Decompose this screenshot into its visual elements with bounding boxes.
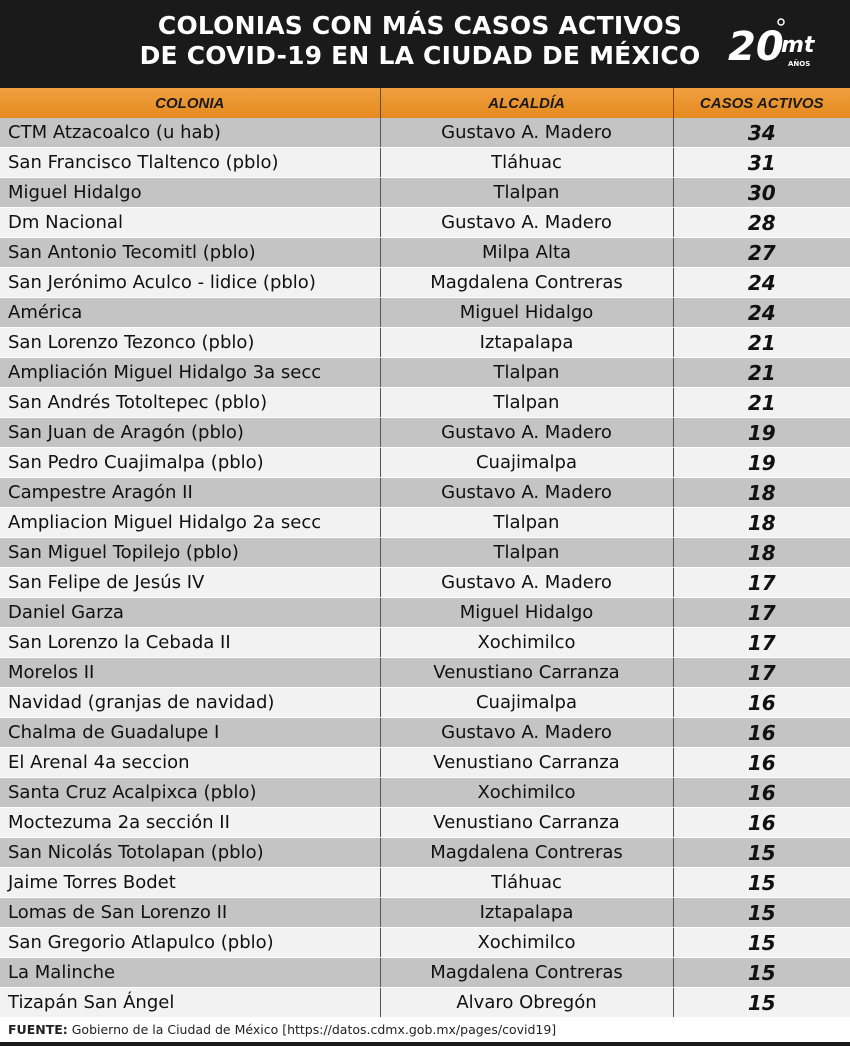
cell-colonia: Daniel Garza <box>0 598 380 628</box>
cell-casos-activos: 18 <box>673 538 850 568</box>
cell-casos-activos: 34 <box>673 118 850 148</box>
table-row <box>0 238 850 268</box>
cell-colonia: San Gregorio Atlapulco (pblo) <box>0 928 380 958</box>
cell-alcaldia: Tlalpan <box>380 358 673 388</box>
brand-logo <box>728 16 824 72</box>
table-row <box>0 718 850 748</box>
cell-casos-activos: 31 <box>673 148 850 178</box>
cell-casos-activos: 15 <box>673 958 850 988</box>
cell-alcaldia: Gustavo A. Madero <box>380 208 673 238</box>
cell-casos-activos: 30 <box>673 178 850 208</box>
table-row <box>0 568 850 598</box>
table-row <box>0 508 850 538</box>
table-row <box>0 358 850 388</box>
title-line-1: COLONIAS CON MÁS CASOS ACTIVOS <box>157 11 683 40</box>
table-row <box>0 748 850 778</box>
table-row <box>0 538 850 568</box>
table-row <box>0 478 850 508</box>
cell-colonia: El Arenal 4a seccion <box>0 748 380 778</box>
cell-colonia: San Pedro Cuajimalpa (pblo) <box>0 448 380 478</box>
cell-colonia: San Lorenzo la Cebada II <box>0 628 380 658</box>
cell-alcaldia: Iztapalapa <box>380 328 673 358</box>
cell-casos-activos: 16 <box>673 778 850 808</box>
table-row <box>0 658 850 688</box>
header-casos-activos: CASOS ACTIVOS <box>673 88 850 118</box>
cell-alcaldia: Tláhuac <box>380 148 673 178</box>
header-banner <box>0 0 850 88</box>
table-row <box>0 118 850 148</box>
cell-casos-activos: 15 <box>673 838 850 868</box>
cell-alcaldia: Gustavo A. Madero <box>380 478 673 508</box>
cell-colonia: Jaime Torres Bodet <box>0 868 380 898</box>
cell-colonia: CTM Atzacoalco (u hab) <box>0 118 380 148</box>
cell-alcaldia: Iztapalapa <box>380 898 673 928</box>
table-row <box>0 448 850 478</box>
table-row <box>0 178 850 208</box>
cell-alcaldia: Xochimilco <box>380 778 673 808</box>
cell-casos-activos: 19 <box>673 448 850 478</box>
cell-colonia: Ampliación Miguel Hidalgo 3a secc <box>0 358 380 388</box>
cell-alcaldia: Xochimilco <box>380 928 673 958</box>
cell-colonia: Lomas de San Lorenzo II <box>0 898 380 928</box>
cell-casos-activos: 28 <box>673 208 850 238</box>
table-row <box>0 418 850 448</box>
cell-alcaldia: Gustavo A. Madero <box>380 718 673 748</box>
header-colonia: COLONIA <box>0 88 380 118</box>
cell-alcaldia: Tlalpan <box>380 508 673 538</box>
table-row <box>0 988 850 1018</box>
cell-colonia: América <box>0 298 380 328</box>
cell-alcaldia: Tlalpan <box>380 178 673 208</box>
cell-alcaldia: Milpa Alta <box>380 238 673 268</box>
cell-colonia: San Miguel Topilejo (pblo) <box>0 538 380 568</box>
cell-casos-activos: 21 <box>673 328 850 358</box>
table-row <box>0 688 850 718</box>
cell-alcaldia: Tlalpan <box>380 538 673 568</box>
logo-brand: mt <box>781 33 815 58</box>
cell-colonia: Chalma de Guadalupe I <box>0 718 380 748</box>
cell-colonia: Campestre Aragón II <box>0 478 380 508</box>
cell-casos-activos: 21 <box>673 388 850 418</box>
cell-casos-activos: 16 <box>673 808 850 838</box>
table-row <box>0 628 850 658</box>
cell-alcaldia: Xochimilco <box>380 628 673 658</box>
cell-casos-activos: 21 <box>673 358 850 388</box>
cell-casos-activos: 15 <box>673 928 850 958</box>
table-body <box>0 118 850 1018</box>
cell-colonia: San Antonio Tecomitl (pblo) <box>0 238 380 268</box>
cell-colonia: San Francisco Tlaltenco (pblo) <box>0 148 380 178</box>
cell-alcaldia: Miguel Hidalgo <box>380 298 673 328</box>
cell-alcaldia: Magdalena Contreras <box>380 958 673 988</box>
cell-casos-activos: 17 <box>673 658 850 688</box>
source-footer <box>0 1018 850 1042</box>
cell-alcaldia: Gustavo A. Madero <box>380 568 673 598</box>
cell-casos-activos: 15 <box>673 868 850 898</box>
cell-casos-activos: 17 <box>673 598 850 628</box>
cell-casos-activos: 17 <box>673 568 850 598</box>
bottom-bar <box>0 1042 850 1046</box>
cell-casos-activos: 15 <box>673 988 850 1018</box>
cell-alcaldia: Magdalena Contreras <box>380 268 673 298</box>
table-row <box>0 388 850 418</box>
cell-alcaldia: Cuajimalpa <box>380 448 673 478</box>
cell-alcaldia: Tláhuac <box>380 868 673 898</box>
cell-casos-activos: 19 <box>673 418 850 448</box>
table-row <box>0 148 850 178</box>
table-header-row <box>0 88 850 118</box>
cases-table <box>0 88 850 1018</box>
table-row <box>0 898 850 928</box>
cell-colonia: San Jerónimo Aculco - lidice (pblo) <box>0 268 380 298</box>
table-row <box>0 928 850 958</box>
cell-casos-activos: 18 <box>673 508 850 538</box>
table-row <box>0 868 850 898</box>
logo-number: 20 <box>728 24 784 70</box>
cell-alcaldia: Venustiano Carranza <box>380 808 673 838</box>
page-title <box>0 11 850 71</box>
table-row <box>0 598 850 628</box>
cell-casos-activos: 18 <box>673 478 850 508</box>
cell-colonia: Santa Cruz Acalpixca (pblo) <box>0 778 380 808</box>
cell-colonia: Ampliacion Miguel Hidalgo 2a secc <box>0 508 380 538</box>
cell-casos-activos: 16 <box>673 748 850 778</box>
table-row <box>0 958 850 988</box>
cell-colonia: Moctezuma 2a sección II <box>0 808 380 838</box>
cell-alcaldia: Alvaro Obregón <box>380 988 673 1018</box>
table-row <box>0 838 850 868</box>
cell-alcaldia: Gustavo A. Madero <box>380 118 673 148</box>
cell-alcaldia: Venustiano Carranza <box>380 748 673 778</box>
cell-alcaldia: Tlalpan <box>380 388 673 418</box>
cell-colonia: San Nicolás Totolapan (pblo) <box>0 838 380 868</box>
cell-alcaldia: Miguel Hidalgo <box>380 598 673 628</box>
cell-colonia: Tizapán San Ángel <box>0 988 380 1018</box>
cell-casos-activos: 24 <box>673 298 850 328</box>
table-row <box>0 208 850 238</box>
footer-label: FUENTE: <box>8 1022 68 1037</box>
title-line-2: DE COVID-19 EN LA CIUDAD DE MÉXICO <box>139 41 701 70</box>
cell-casos-activos: 24 <box>673 268 850 298</box>
cell-casos-activos: 16 <box>673 688 850 718</box>
cell-alcaldia: Magdalena Contreras <box>380 838 673 868</box>
cell-colonia: Dm Nacional <box>0 208 380 238</box>
cell-casos-activos: 16 <box>673 718 850 748</box>
cell-colonia: San Felipe de Jesús IV <box>0 568 380 598</box>
table-row <box>0 298 850 328</box>
logo-sub: AÑOS <box>788 60 811 68</box>
cell-colonia: San Juan de Aragón (pblo) <box>0 418 380 448</box>
cell-colonia: Navidad (granjas de navidad) <box>0 688 380 718</box>
cell-casos-activos: 15 <box>673 898 850 928</box>
cell-colonia: La Malinche <box>0 958 380 988</box>
table-row <box>0 778 850 808</box>
cell-alcaldia: Venustiano Carranza <box>380 658 673 688</box>
table-row <box>0 328 850 358</box>
cell-colonia: San Lorenzo Tezonco (pblo) <box>0 328 380 358</box>
cell-alcaldia: Gustavo A. Madero <box>380 418 673 448</box>
cell-casos-activos: 17 <box>673 628 850 658</box>
cell-alcaldia: Cuajimalpa <box>380 688 673 718</box>
cell-colonia: Morelos II <box>0 658 380 688</box>
table-row <box>0 268 850 298</box>
header-alcaldia: ALCALDÍA <box>380 88 673 118</box>
table-row <box>0 808 850 838</box>
cell-casos-activos: 27 <box>673 238 850 268</box>
cell-colonia: Miguel Hidalgo <box>0 178 380 208</box>
cell-colonia: San Andrés Totoltepec (pblo) <box>0 388 380 418</box>
footer-text: Gobierno de la Ciudad de México [https://datos.cdmx.gob.mx/pages/covid19] <box>71 1022 557 1037</box>
